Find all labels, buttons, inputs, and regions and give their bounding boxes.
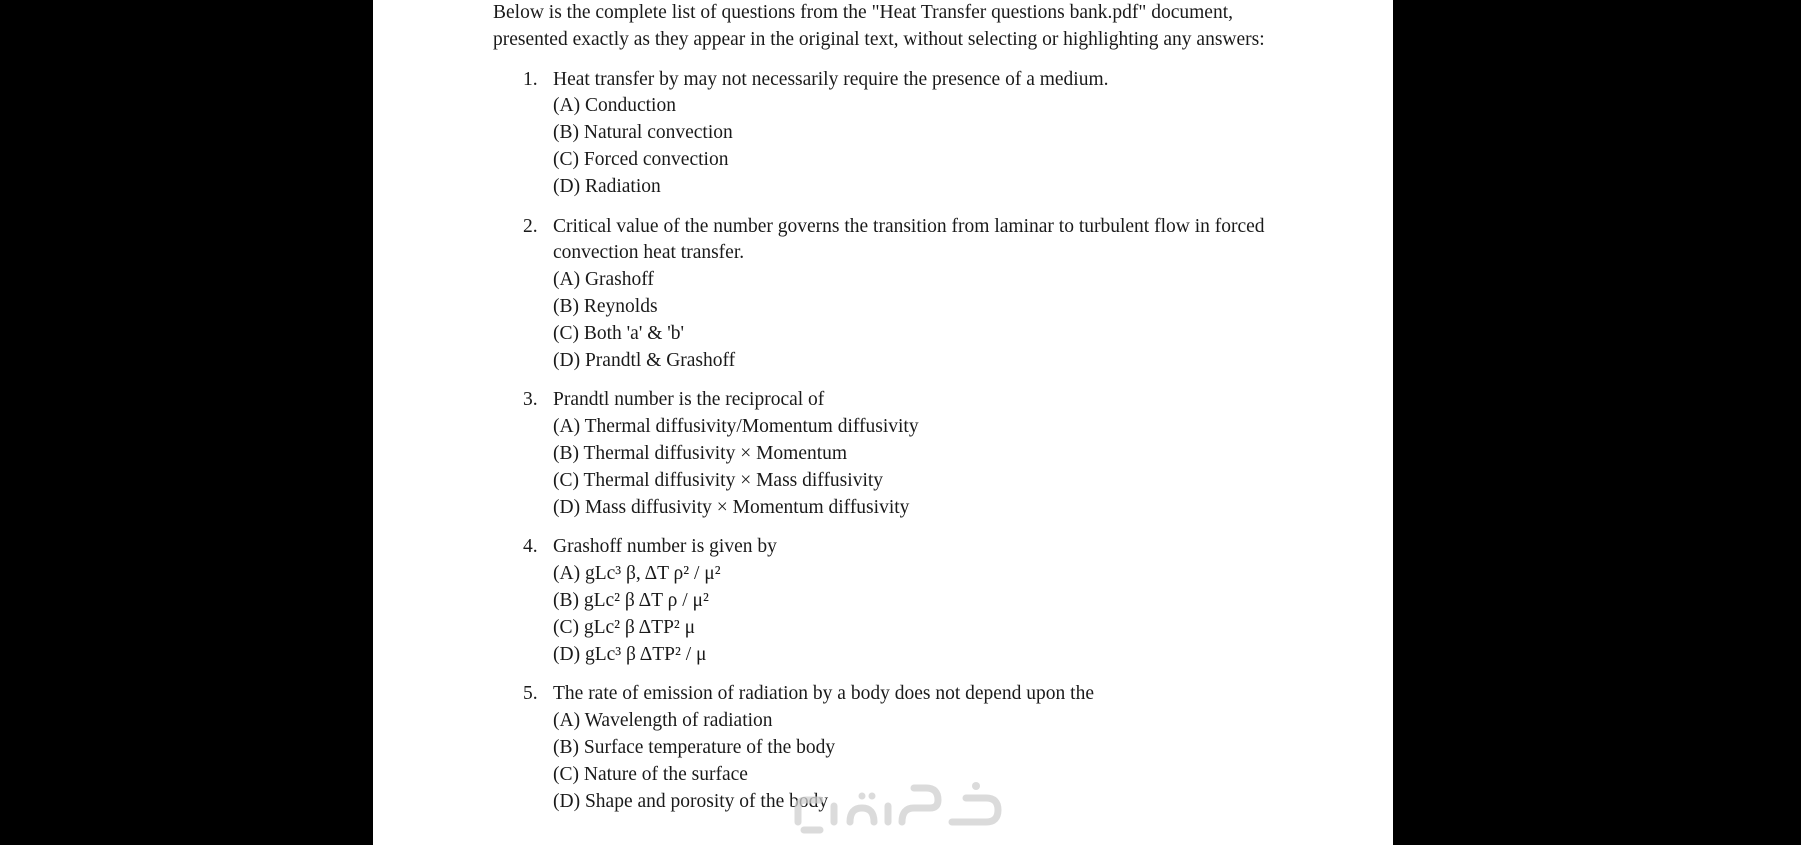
option-d: (D) Shape and porosity of the body <box>553 790 829 812</box>
option-c: (C) Nature of the surface <box>553 763 748 785</box>
intro-paragraph: Below is the complete list of questions from the "Heat Transfer questions bank.pdf" document, presented exactly as they appear in the original text, without selecting or highlighting any answers: <box>493 2 1265 50</box>
option-a: (A) gLc³ β, ΔT ρ² / μ² <box>553 563 721 585</box>
option-b: (B) Surface temperature of the body <box>553 736 836 758</box>
question-number: 5. <box>523 683 538 705</box>
document-page <box>373 0 1393 845</box>
question-list <box>493 67 1293 816</box>
option-d: (D) Radiation <box>553 175 661 197</box>
option-a: (A) Conduction <box>553 95 676 117</box>
question-1 <box>493 67 1293 201</box>
question-text: Critical value of the number governs the transition from laminar to turbulent flow in forced convection heat transfer. <box>553 215 1265 264</box>
question-number: 4. <box>523 536 538 558</box>
question-number: 2. <box>523 215 538 237</box>
question-text: Heat transfer by may not necessarily require the presence of a medium. <box>553 68 1109 90</box>
option-b: (B) Thermal diffusivity × Momentum <box>553 442 848 464</box>
question-text: Grashoff number is given by <box>553 536 777 558</box>
option-a: (A) Grashoff <box>553 269 654 291</box>
option-c: (C) Both 'a' & 'b' <box>553 322 685 344</box>
question-3 <box>493 387 1293 521</box>
option-c: (C) gLc² β ΔTP² μ <box>553 616 696 638</box>
option-b: (B) gLc² β ΔT ρ / μ² <box>553 589 709 611</box>
question-2 <box>493 214 1293 375</box>
option-d: (D) gLc³ β ΔTP² / μ <box>553 643 707 665</box>
option-a: (A) Thermal diffusivity/Momentum diffusivity <box>553 416 919 438</box>
question-text: The rate of emission of radiation by a body does not depend upon the <box>553 683 1094 705</box>
question-number: 3. <box>523 389 538 411</box>
option-c: (C) Forced convection <box>553 148 729 170</box>
option-d: (D) Prandtl & Grashoff <box>553 349 736 371</box>
option-a: (A) Wavelength of radiation <box>553 710 773 732</box>
option-d: (D) Mass diffusivity × Momentum diffusivity <box>553 496 910 518</box>
question-number: 1. <box>523 68 538 90</box>
question-4 <box>493 534 1293 668</box>
khamsat-logo-watermark-icon <box>790 778 1010 834</box>
option-b: (B) Reynolds <box>553 295 658 317</box>
option-b: (B) Natural convection <box>553 122 733 144</box>
question-text: Prandtl number is the reciprocal of <box>553 389 825 411</box>
document-content <box>493 0 1293 828</box>
option-c: (C) Thermal diffusivity × Mass diffusivity <box>553 469 884 491</box>
